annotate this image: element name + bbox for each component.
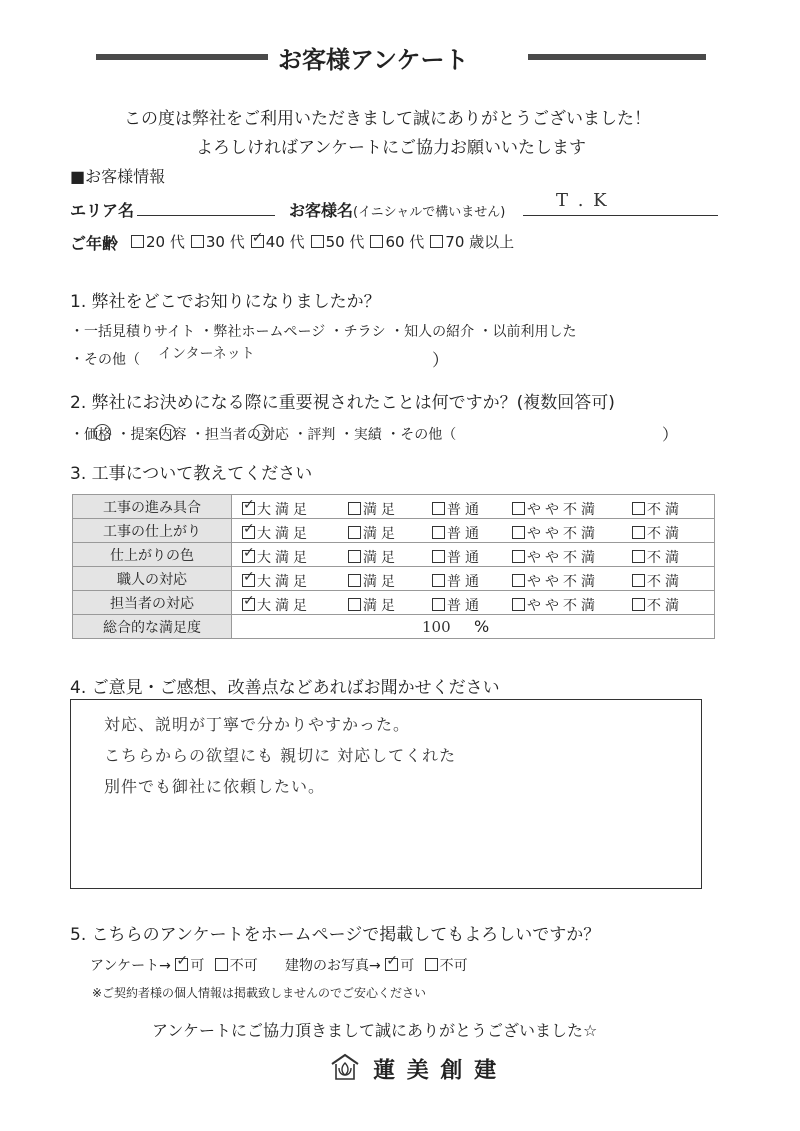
age-checkbox[interactable] bbox=[131, 235, 144, 248]
age-checkbox[interactable] bbox=[191, 235, 204, 248]
area-label: エリア名 bbox=[70, 201, 135, 220]
satisfaction-option[interactable] bbox=[432, 547, 483, 567]
satisfaction-checkbox[interactable] bbox=[242, 574, 255, 587]
age-option[interactable] bbox=[370, 233, 424, 251]
age-checkbox[interactable] bbox=[370, 235, 383, 248]
satisfaction-option[interactable] bbox=[432, 499, 483, 519]
q1-other-value: インターネット bbox=[158, 346, 255, 362]
satisfaction-checkbox[interactable] bbox=[432, 550, 445, 563]
satisfaction-checkbox[interactable] bbox=[512, 574, 525, 587]
q2-circle-staff bbox=[253, 424, 270, 441]
age-options bbox=[131, 231, 520, 252]
q5-survey-yes-checkbox[interactable] bbox=[175, 958, 188, 971]
age-checkbox[interactable] bbox=[311, 235, 324, 248]
satisfaction-option[interactable] bbox=[242, 547, 311, 567]
satisfaction-option[interactable] bbox=[632, 499, 683, 519]
age-option-label: 50 代 bbox=[325, 233, 365, 251]
brand-name: 蓮 美 創 建 bbox=[373, 1058, 499, 1084]
satisfaction-option[interactable] bbox=[512, 595, 599, 615]
overall-value: 100 bbox=[422, 618, 451, 636]
satisfaction-option-label: やや不満 bbox=[527, 574, 599, 590]
satisfaction-option[interactable] bbox=[512, 499, 599, 519]
satisfaction-checkbox[interactable] bbox=[632, 526, 645, 539]
satisfaction-option[interactable] bbox=[242, 499, 311, 519]
satisfaction-checkbox[interactable] bbox=[242, 550, 255, 563]
q1-other-close: ） bbox=[432, 351, 449, 371]
satisfaction-option-label: 大満足 bbox=[257, 574, 311, 590]
customer-info-heading: ■お客様情報 bbox=[70, 167, 166, 186]
q5-survey-row bbox=[90, 955, 258, 975]
satisfaction-option[interactable] bbox=[632, 523, 683, 543]
intro-line-1: この度は弊社をご利用いただきまして誠にありがとうございました！ bbox=[124, 109, 651, 129]
brand bbox=[330, 1052, 498, 1086]
satisfaction-option-label: 満足 bbox=[363, 526, 399, 542]
area-field[interactable] bbox=[137, 197, 275, 216]
age-option-label: 20 代 bbox=[146, 233, 185, 251]
satisfaction-option-label: 普通 bbox=[447, 574, 483, 590]
satisfaction-option-label: 普通 bbox=[447, 502, 483, 518]
q2-question: 2. 弊社にお決めになる際に重要視されたことは何ですか？(複数回答可) bbox=[70, 393, 615, 413]
satisfaction-option[interactable] bbox=[632, 547, 683, 567]
satisfaction-row-label: 工事の進み具合 bbox=[73, 495, 232, 519]
comment-line-2: こちらからの欲望にも 親切に 対応してくれた bbox=[104, 746, 457, 765]
satisfaction-checkbox[interactable] bbox=[432, 526, 445, 539]
q2-close: ） bbox=[662, 425, 679, 444]
satisfaction-option[interactable] bbox=[242, 595, 311, 615]
age-option-label: 70 歳以上 bbox=[445, 233, 515, 251]
satisfaction-checkbox[interactable] bbox=[348, 526, 361, 539]
q3-question: 3. 工事について教えてください bbox=[70, 464, 313, 484]
satisfaction-option-label: 普通 bbox=[447, 550, 483, 566]
satisfaction-checkbox[interactable] bbox=[512, 502, 525, 515]
age-option[interactable] bbox=[251, 233, 305, 251]
q4-question: 4. ご意見・ご感想、改善点などあればお聞かせください bbox=[70, 678, 500, 698]
satisfaction-checkbox[interactable] bbox=[632, 550, 645, 563]
age-option-label: 40 代 bbox=[265, 233, 305, 251]
satisfaction-checkbox[interactable] bbox=[512, 526, 525, 539]
satisfaction-row-options bbox=[232, 567, 715, 591]
q5-note: ※ご契約者様の個人情報は掲載致しませんのでご安心ください bbox=[92, 986, 427, 1000]
age-option[interactable] bbox=[430, 233, 514, 251]
satisfaction-option[interactable] bbox=[512, 547, 599, 567]
intro-line-2: よろしければアンケートにご協力お願いいたします bbox=[196, 138, 586, 158]
satisfaction-option[interactable] bbox=[348, 571, 399, 591]
satisfaction-row-label: 仕上がりの色 bbox=[73, 543, 232, 567]
title-bar-right bbox=[528, 54, 706, 60]
age-option-label: 30 代 bbox=[205, 233, 245, 251]
satisfaction-table bbox=[72, 494, 715, 639]
satisfaction-option-label: 満足 bbox=[363, 502, 399, 518]
satisfaction-option-label: 不満 bbox=[647, 526, 683, 542]
satisfaction-option-label: 不満 bbox=[647, 502, 683, 518]
satisfaction-row-label: 職人の対応 bbox=[73, 567, 232, 591]
satisfaction-checkbox[interactable] bbox=[512, 550, 525, 563]
q5-photo-yes-checkbox[interactable] bbox=[385, 958, 398, 971]
q1-options: ・一括見積りサイト ・弊社ホームページ ・チラシ ・知人の紹介 ・以前利用した bbox=[70, 324, 577, 340]
satisfaction-option-label: やや不満 bbox=[527, 598, 599, 614]
satisfaction-option[interactable] bbox=[242, 571, 311, 591]
q5-photo-label: 建物のお写真→ bbox=[285, 958, 381, 974]
satisfaction-option-label: やや不満 bbox=[527, 526, 599, 542]
page-title: お客様アンケート bbox=[278, 46, 469, 74]
title-bar-left bbox=[96, 54, 268, 60]
satisfaction-row-options bbox=[232, 543, 715, 567]
satisfaction-option-label: 満足 bbox=[363, 598, 399, 614]
satisfaction-option[interactable] bbox=[432, 571, 483, 591]
q2-circle-proposal bbox=[159, 424, 176, 441]
age-option-label: 60 代 bbox=[385, 233, 425, 251]
satisfaction-option[interactable] bbox=[632, 595, 683, 615]
satisfaction-row-options bbox=[232, 495, 715, 519]
q2-circle-price bbox=[94, 424, 111, 441]
satisfaction-checkbox[interactable] bbox=[632, 502, 645, 515]
satisfaction-option[interactable] bbox=[632, 571, 683, 591]
satisfaction-option[interactable] bbox=[432, 523, 483, 543]
satisfaction-option-label: 不満 bbox=[647, 574, 683, 590]
age-option[interactable] bbox=[191, 233, 245, 251]
q1-question: 1. 弊社をどこでお知りになりましたか？ bbox=[70, 292, 381, 312]
satisfaction-option-label: 大満足 bbox=[257, 598, 311, 614]
satisfaction-row bbox=[73, 543, 715, 567]
comment-line-3: 別件でも御社に依頼したい。 bbox=[104, 777, 326, 796]
satisfaction-option[interactable] bbox=[512, 523, 599, 543]
satisfaction-row-options bbox=[232, 591, 715, 615]
q5-photo-row bbox=[285, 955, 468, 975]
satisfaction-option-label: 大満足 bbox=[257, 550, 311, 566]
satisfaction-option-label: 普通 bbox=[447, 598, 483, 614]
q5-photo-no: 不可 bbox=[439, 958, 468, 974]
satisfaction-row bbox=[73, 567, 715, 591]
comment-line-1: 対応、説明が丁寧で分かりやすかった。 bbox=[104, 715, 411, 734]
satisfaction-row bbox=[73, 519, 715, 543]
thanks-text: アンケートにご協力頂きまして誠にありがとうございました☆ bbox=[152, 1021, 598, 1040]
age-option[interactable] bbox=[131, 233, 185, 251]
satisfaction-row bbox=[73, 495, 715, 519]
name-note: (イニシャルで構いません) bbox=[353, 205, 506, 220]
age-checkbox[interactable] bbox=[430, 235, 443, 248]
q2-options: ・価格 ・提案内容 ・担当者の対応 ・評判 ・実績 ・その他（ bbox=[70, 427, 457, 443]
q5-photo-yes: 可 bbox=[400, 958, 415, 974]
satisfaction-row-options bbox=[232, 519, 715, 543]
q1-other-label: ・その他（ bbox=[70, 352, 140, 368]
satisfaction-option[interactable] bbox=[348, 595, 399, 615]
satisfaction-option[interactable] bbox=[242, 523, 311, 543]
name-label bbox=[289, 198, 505, 221]
age-option[interactable] bbox=[311, 233, 365, 251]
q5-survey-yes: 可 bbox=[190, 958, 205, 974]
satisfaction-option[interactable] bbox=[348, 523, 399, 543]
satisfaction-option-label: やや不満 bbox=[527, 502, 599, 518]
satisfaction-row bbox=[73, 591, 715, 615]
overall-label: 総合的な満足度 bbox=[73, 615, 232, 639]
satisfaction-checkbox[interactable] bbox=[512, 598, 525, 611]
satisfaction-checkbox[interactable] bbox=[348, 574, 361, 587]
name-value: T . K bbox=[556, 190, 609, 211]
satisfaction-checkbox[interactable] bbox=[432, 502, 445, 515]
satisfaction-option[interactable] bbox=[348, 499, 399, 519]
satisfaction-option-label: 不満 bbox=[647, 550, 683, 566]
satisfaction-checkbox[interactable] bbox=[348, 550, 361, 563]
overall-row bbox=[73, 615, 715, 639]
satisfaction-option-label: 普通 bbox=[447, 526, 483, 542]
name-label-text: お客様名 bbox=[289, 201, 354, 220]
satisfaction-option-label: やや不満 bbox=[527, 550, 599, 566]
overall-value-cell[interactable] bbox=[232, 615, 715, 639]
satisfaction-checkbox[interactable] bbox=[242, 526, 255, 539]
satisfaction-option-label: 大満足 bbox=[257, 526, 311, 542]
satisfaction-checkbox[interactable] bbox=[632, 574, 645, 587]
satisfaction-checkbox[interactable] bbox=[242, 598, 255, 611]
satisfaction-option-label: 大満足 bbox=[257, 502, 311, 518]
age-label: ご年齢 bbox=[70, 234, 119, 253]
q5-survey-no: 不可 bbox=[229, 958, 258, 974]
satisfaction-option-label: 満足 bbox=[363, 550, 399, 566]
satisfaction-option-label: 不満 bbox=[647, 598, 683, 614]
q5-survey-label: アンケート→ bbox=[90, 958, 171, 974]
satisfaction-row-label: 工事の仕上がり bbox=[73, 519, 232, 543]
satisfaction-option-label: 満足 bbox=[363, 574, 399, 590]
satisfaction-option[interactable] bbox=[512, 571, 599, 591]
age-checkbox[interactable] bbox=[251, 235, 264, 248]
satisfaction-checkbox[interactable] bbox=[348, 598, 361, 611]
satisfaction-checkbox[interactable] bbox=[632, 598, 645, 611]
q5-question: 5. こちらのアンケートをホームページで掲載してもよろしいですか？ bbox=[70, 925, 601, 945]
satisfaction-row-label: 担当者の対応 bbox=[73, 591, 232, 615]
satisfaction-checkbox[interactable] bbox=[432, 598, 445, 611]
lotus-house-icon bbox=[330, 1052, 360, 1086]
q5-photo-no-checkbox[interactable] bbox=[425, 958, 438, 971]
satisfaction-checkbox[interactable] bbox=[348, 502, 361, 515]
name-field[interactable] bbox=[523, 196, 718, 216]
satisfaction-checkbox[interactable] bbox=[242, 502, 255, 515]
satisfaction-checkbox[interactable] bbox=[432, 574, 445, 587]
overall-unit: % bbox=[474, 617, 490, 636]
q5-survey-no-checkbox[interactable] bbox=[215, 958, 228, 971]
satisfaction-option[interactable] bbox=[348, 547, 399, 567]
satisfaction-option[interactable] bbox=[432, 595, 483, 615]
